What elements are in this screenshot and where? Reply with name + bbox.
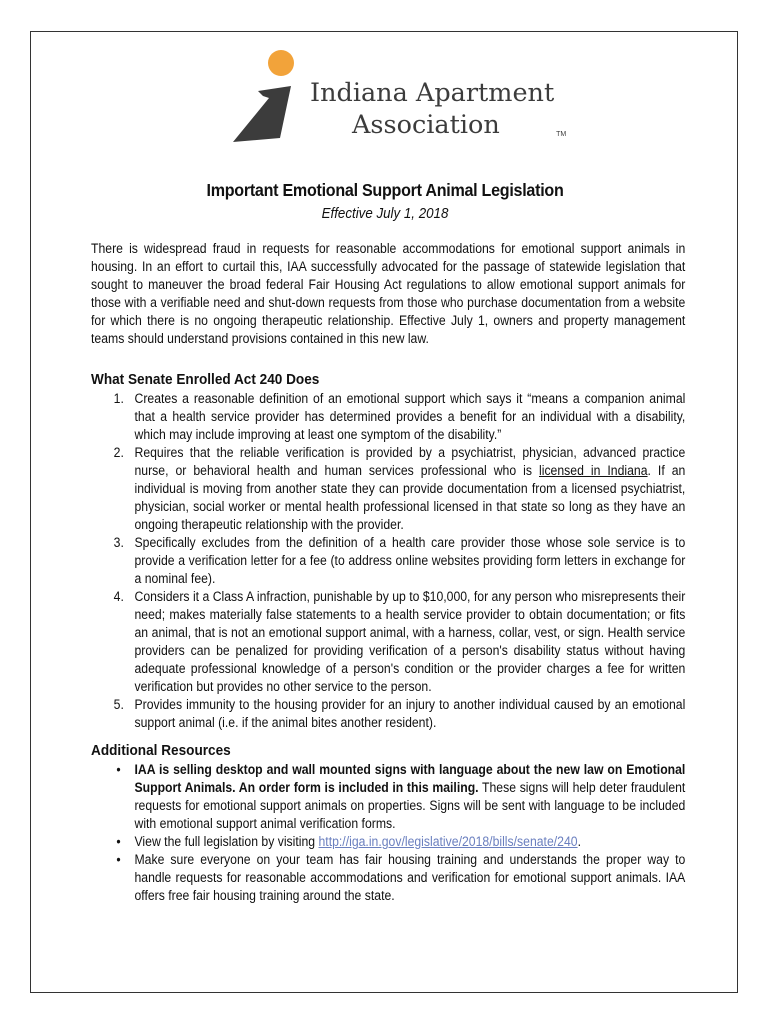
logo-line-2 [310,109,567,141]
bullet-icon: • [116,834,121,849]
page-title: Important Emotional Support Animal Legislation [206,180,564,200]
list-item-text: Provides immunity to the housing provider for an injury to another individual caused by an emotional support animal (i.e. if the animal bites another resident). [134,697,686,730]
trademark-mark: TM [556,131,567,138]
page-subtitle: Effective July 1, 2018 [321,206,449,222]
logo-line-2-text: Association [352,110,500,140]
bullet-icon: • [116,852,121,867]
list-item [91,444,685,534]
additional-resources-section [91,741,685,905]
list-item-text-continued: . If an individual is moving from another state they can provide documentation from a licensed psychiatrist, physician, social worker or mental health professional licensed in that state so long as they have an ongoing therapeutic relationship with the provider. [134,463,686,532]
intro-section [91,240,685,348]
intro-paragraph: There is widespread fraud in requests for reasonable accommodations for emotional support animals in housing. In an effort to curtail this, IAA successfully advocated for the passage of statewide legislation that sought to maneuver the broad federal Fair Housing Act regulations to allow emotional support animals for those with a verifiable need and shut-down requests from those who purchase documentation from a website for which there is no ongoing therapeutic relationship. Effective July 1, owners and property management teams should understand provisions contained in this new law. [91,241,686,346]
list-item [91,588,685,696]
logo-wordmark [310,77,567,141]
legislation-text: View the full legislation by visiting [134,834,319,849]
list-item-text: Considers it a Class A infraction, punishable by up to $10,000, for any person who misrepresents their need; makes materially false statements to a health service provider to obtain documentation; or fits an animal, that is not an emotional support animal, with a harness, collar, vest, or sign. Health service providers can be penalized for providing verification of a person's disability status without having adequate professional knowledge of a person's condition or the provider charges a fee for written verification but provides no other service to the person. [134,589,686,694]
section-heading-senate-act: What Senate Enrolled Act 240 Does [91,371,320,388]
legislation-link[interactable]: http://iga.in.gov/legislative/2018/bills/senate/240 [318,834,578,849]
iaa-logo [230,44,567,150]
list-number: 1. [113,391,124,406]
list-number: 4. [113,589,124,604]
licensed-in-indiana-text: licensed in Indiana [539,463,648,478]
legislation-text-end: . [577,834,581,849]
list-item [91,761,685,833]
provisions-list [91,390,685,732]
list-number: 5. [113,697,124,712]
logo-line-1: Indiana Apartment [310,78,555,108]
list-number: 3. [113,535,124,550]
list-item-text: Specifically excludes from the definition of a health care provider those whose sole service is to provide a verification letter for a fee (to address online websites providing form letters in exchange for a nominal fee). [134,535,686,586]
list-item [91,696,685,732]
senate-act-section [91,370,685,732]
resources-list [91,761,685,905]
list-number: 2. [113,445,124,460]
list-item-text: Creates a reasonable definition of an emotional support which says it “means a companion animal that a health service provider has determined provides a benefit for an individual with a disability, which may include improving at least one symptom of the disability.” [134,391,686,442]
list-item [91,833,685,851]
signs-announcement-text: These signs will help deter fraudulent requests for emotional support animals on properties. Signs will be sent with language to be included with emotional support animal verification forms. [134,780,686,831]
list-item [91,390,685,444]
list-item [91,851,685,905]
training-text: Make sure everyone on your team has fair housing training and understands the proper way to handle requests for reasonable accommodations and verification for emotional support animals. IAA offers free fair housing training around the state. [134,852,686,903]
iaa-logo-mark-icon [230,44,320,150]
bullet-icon: • [116,762,121,777]
section-heading-resources: Additional Resources [91,742,231,759]
list-item-text: Requires that the reliable verification is provided by a psychiatrist, physician, advanced practice nurse, or behavioral health and human services professional who is [134,445,686,478]
signs-announcement-bold: IAA is selling desktop and wall mounted signs with language about the new law on Emotional Support Animals. An order form is included in this mailing. [134,762,686,795]
list-item [91,534,685,588]
